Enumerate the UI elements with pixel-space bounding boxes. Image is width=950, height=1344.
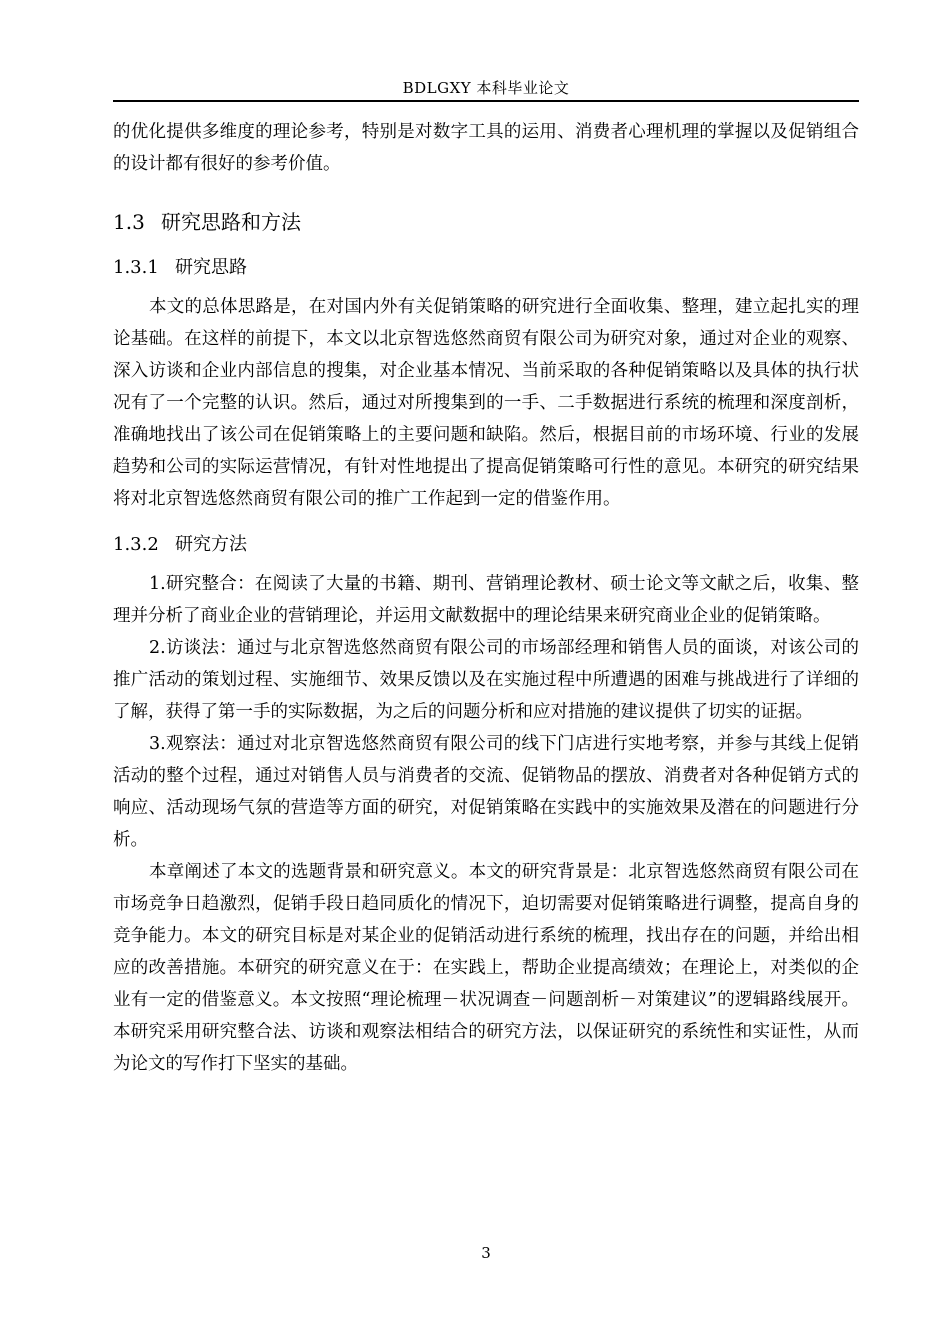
header-rule: [113, 100, 859, 102]
subsection-title: 研究方法: [175, 534, 247, 555]
subsection-title: 研究思路: [175, 257, 247, 278]
page-content: [113, 116, 859, 1080]
section-number: 1.3: [113, 210, 145, 234]
research-approach-paragraph: 本文的总体思路是，在对国内外有关促销策略的研究进行全面收集、整理，建立起扎实的理论基础。在这样的前提下，本文以北京智选悠然商贸有限公司为研究对象，通过对企业的观察、深入访谈和企业内部信息的搜集，对企业基本情况、当前采取的各种促销策略以及具体的执行状况有了一个完整的认识。然后，通过对所搜集到的一手、二手数据进行系统的梳理和深度剖析，准确地找出了该公司在促销策略上的主要问题和缺陷。然后，根据目前的市场环境、行业的发展趋势和公司的实际运营情况，有针对性地提出了提高促销策略可行性的意见。本研究的研究结果将对北京智选悠然商贸有限公司的推广工作起到一定的借鉴作用。: [113, 297, 859, 509]
subsection-heading-1-3-2: [113, 531, 859, 559]
subsection-number: 1.3.2: [113, 534, 159, 555]
method-paragraph-interview: 2.访谈法：通过与北京智选悠然商贸有限公司的市场部经理和销售人员的面谈，对该公司的推广活动的策划过程、实施细节、效果反馈以及在实施过程中所遭遇的困难与挑战进行了详细的了解，获得了第一手的实际数据，为之后的问题分析和应对措施的建议提供了切实的证据。: [113, 638, 859, 722]
subsection-heading-1-3-1: [113, 254, 859, 282]
intro-paragraph: 的优化提供多维度的理论参考，特别是对数字工具的运用、消费者心理机理的掌握以及促销组合的设计都有很好的参考价值。: [113, 122, 859, 174]
section-heading-1-3: [113, 208, 859, 236]
section-title: 研究思路和方法: [161, 210, 301, 234]
chapter-summary-paragraph: 本章阐述了本文的选题背景和研究意义。本文的研究背景是：北京智选悠然商贸有限公司在市场竞争日趋激烈，促销手段日趋同质化的情况下，迫切需要对促销策略进行调整，提高自身的竞争能力。本文的研究目标是对某企业的促销活动进行系统的梳理，找出存在的问题，并给出相应的改善措施。本研究的研究意义在于：在实践上，帮助企业提高绩效；在理论上，对类似的企业有一定的借鉴意义。本文按照“理论梳理－状况调查－问题剖析－对策建议”的逻辑路线展开。本研究采用研究整合法、访谈和观察法相结合的研究方法，以保证研究的系统性和实证性，从而为论文的写作打下坚实的基础。: [113, 862, 859, 1074]
page-header: BDLGXY 本科毕业论文: [402, 79, 570, 97]
subsection-number: 1.3.1: [113, 257, 159, 278]
page-number: 3: [481, 1244, 491, 1262]
method-paragraph-observation: 3.观察法：通过对北京智选悠然商贸有限公司的线下门店进行实地考察，并参与其线上促销活动的整个过程，通过对销售人员与消费者的交流、促销物品的摆放、消费者对各种促销方式的响应、活动现场气氛的营造等方面的研究，对促销策略在实践中的实施效果及潜在的问题进行分析。: [113, 734, 859, 850]
method-paragraph-literature: 1.研究整合：在阅读了大量的书籍、期刊、营销理论教材、硕士论文等文献之后，收集、整理并分析了商业企业的营销理论，并运用文献数据中的理论结果来研究商业企业的促销策略。: [113, 574, 859, 626]
